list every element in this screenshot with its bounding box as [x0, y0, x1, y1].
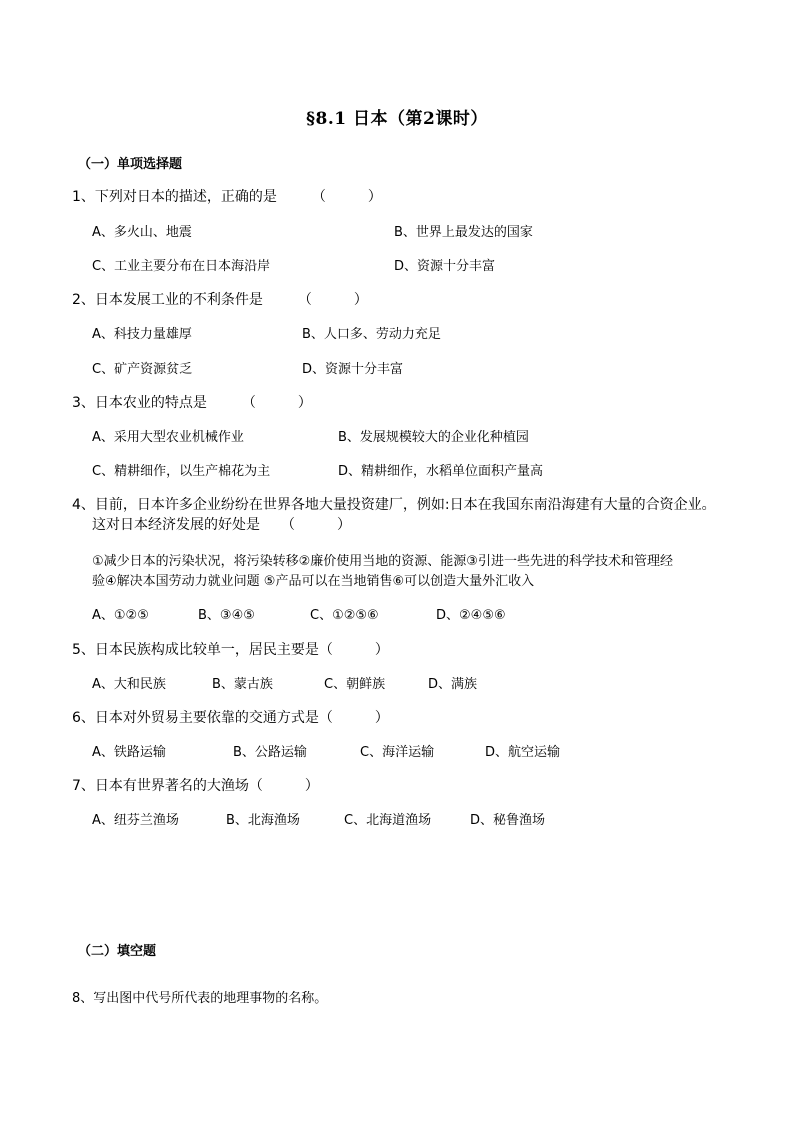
question-2-option-a: A、科技力量雄厚: [92, 327, 192, 342]
question-6-option-c: C、海洋运输: [360, 745, 435, 760]
question-3-option-b: B、发展规模较大的企业化种植园: [338, 430, 529, 445]
question-3-option-c: C、精耕细作，以生产棉花为主: [92, 464, 271, 479]
question-4-statements-continued: 验④解决本国劳动力就业问题 ⑤产品可以在当地销售⑥可以创造大量外汇收入: [92, 574, 535, 589]
question-5-option-a: A、大和民族: [92, 677, 166, 692]
question-6-option-a: A、铁路运输: [92, 745, 166, 760]
question-1-option-b: B、世界上最发达的国家: [394, 225, 533, 240]
question-3-option-d: D、精耕细作，水稻单位面积产量高: [338, 464, 544, 479]
question-2-option-d: D、资源十分丰富: [302, 362, 404, 377]
section-heading-fill-in: （二）填空题: [78, 944, 157, 959]
question-4-stem-continued: 这对日本经济发展的好处是 （ ）: [92, 517, 351, 533]
question-1-stem: 1、下列对日本的描述，正确的是 （ ）: [72, 189, 382, 205]
section-heading-multiple-choice: （一）单项选择题: [78, 157, 183, 172]
question-4-option-a: A、①②⑤: [92, 608, 149, 623]
question-1-option-c: C、工业主要分布在日本海沿岸: [92, 259, 271, 274]
question-6-option-b: B、公路运输: [233, 745, 307, 760]
question-4-option-c: C、①②⑤⑥: [310, 608, 379, 623]
question-4-stem: 4、目前，日本许多企业纷纷在世界各地大量投资建厂，例如:日本在我国东南沿海建有大量的合资企业。: [72, 497, 716, 513]
question-2-option-c: C、矿产资源贫乏: [92, 362, 193, 377]
question-5-option-c: C、朝鲜族: [324, 677, 386, 692]
question-5-option-b: B、蒙古族: [212, 677, 273, 692]
question-3-stem: 3、日本农业的特点是 （ ）: [72, 395, 312, 411]
question-5-option-d: D、满族: [428, 677, 478, 692]
question-2-stem: 2、日本发展工业的不利条件是 （ ）: [72, 292, 368, 308]
question-6-option-d: D、航空运输: [485, 745, 561, 760]
question-7-stem: 7、日本有世界著名的大渔场（ ）: [72, 778, 319, 794]
question-4-statements: ①减少日本的污染状况，将污染转移②廉价使用当地的资源、能源③引进一些先进的科学技术和管理经: [92, 554, 673, 569]
question-7-option-c: C、北海道渔场: [344, 813, 432, 828]
page-title: §8.1 日本（第2课时）: [306, 109, 488, 129]
question-7-option-d: D、秘鲁渔场: [470, 813, 546, 828]
question-4-option-d: D、②④⑤⑥: [436, 608, 506, 623]
question-7-option-a: A、纽芬兰渔场: [92, 813, 179, 828]
question-4-option-b: B、③④⑤: [198, 608, 255, 623]
question-6-stem: 6、日本对外贸易主要依靠的交通方式是（ ）: [72, 710, 389, 726]
question-1-option-a: A、多火山、地震: [92, 225, 192, 240]
question-8-stem: 8、写出图中代号所代表的地理事物的名称。: [72, 991, 328, 1006]
question-3-option-a: A、采用大型农业机械作业: [92, 430, 244, 445]
question-7-option-b: B、北海渔场: [226, 813, 300, 828]
question-5-stem: 5、日本民族构成比较单一，居民主要是（ ）: [72, 642, 389, 658]
question-2-option-b: B、人口多、劳动力充足: [302, 327, 441, 342]
question-1-option-d: D、资源十分丰富: [394, 259, 496, 274]
